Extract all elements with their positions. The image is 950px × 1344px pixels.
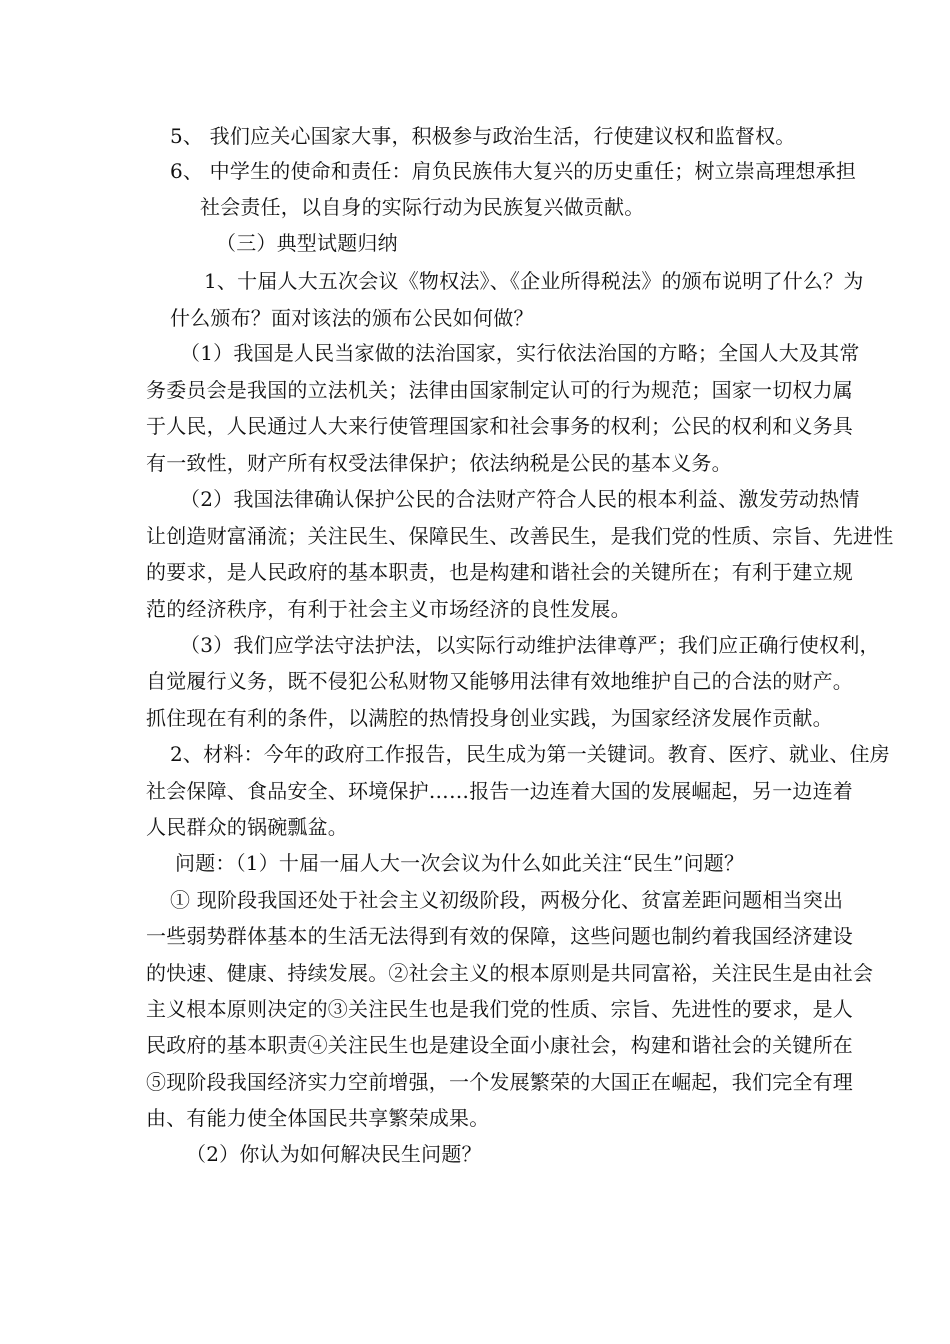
text-line: 社会保障、食品安全、环境保护……报告一边连着大国的发展崛起，另一边连着	[146, 779, 853, 803]
section-heading: （三）典型试题归纳	[216, 231, 398, 255]
text-line: 的快速、健康、持续发展。②社会主义的根本原则是共同富裕，关注民生是由社会	[146, 961, 874, 985]
text-line: 5、 我们应关心国家大事，积极参与政治生活，行使建议权和监督权。	[170, 124, 796, 148]
text-line: 由、有能力使全体国民共享繁荣成果。	[146, 1106, 490, 1130]
text-line: 务委员会是我国的立法机关；法律由国家制定认可的行为规范；国家一切权力属	[146, 378, 853, 402]
text-line: 范的经济秩序，有利于社会主义市场经济的良性发展。	[146, 597, 631, 621]
text-line: 于人民，人民通过人大来行使管理国家和社会事务的权利；公民的权利和义务具	[146, 414, 853, 438]
text-line: 主义根本原则决定的③关注民生也是我们党的性质、宗旨、先进性的要求，是人	[146, 997, 853, 1021]
text-line: 自觉履行义务，既不侵犯公私财物又能够用法律有效地维护自己的合法的财产。	[146, 669, 853, 693]
text-line: 社会责任，以自身的实际行动为民族复兴做贡献。	[200, 195, 645, 219]
text-line: 有一致性，财产所有权受法律保护；依法纳税是公民的基本义务。	[146, 451, 732, 475]
text-line: （2）我国法律确认保护公民的合法财产符合人民的根本利益、激发劳动热情	[180, 487, 860, 511]
text-line: ⑤现阶段我国经济实力空前增强，一个发展繁荣的大国正在崛起，我们完全有理	[146, 1070, 853, 1094]
text-line: 抓住现在有利的条件，以满腔的热情投身创业实践，为国家经济发展作贡献。	[146, 706, 833, 730]
text-line: 让创造财富涌流；关注民生、保障民生、改善民生，是我们党的性质、宗旨、先进性	[146, 524, 894, 548]
question-line: 2、材料：今年的政府工作报告，民生成为第一关键词。教育、医疗、就业、住房	[170, 742, 890, 766]
question-line: 什么颁布？面对该法的颁布公民如何做？	[170, 306, 534, 330]
text-line: 民政府的基本职责④关注民生也是建设全面小康社会，构建和谐社会的关键所在	[146, 1033, 853, 1057]
question-line: 问题：（1）十届一届人大一次会议为什么如此关注“民生”问题？	[175, 851, 745, 875]
text-line: （3）我们应学法守法护法，以实际行动维护法律尊严；我们应正确行使权利，	[180, 633, 880, 657]
text-line: 一些弱势群体基本的生活无法得到有效的保障，这些问题也制约着我国经济建设	[146, 924, 853, 948]
text-line: ① 现阶段我国还处于社会主义初级阶段，两极分化、贫富差距问题相当突出	[170, 888, 844, 912]
question-line: 1、十届人大五次会议《物权法》、《企业所得税法》的颁布说明了什么？为	[204, 269, 864, 293]
text-line: 人民群众的锅碗瓢盆。	[146, 815, 348, 839]
text-line: 的要求，是人民政府的基本职责，也是构建和谐社会的关键所在；有利于建立规	[146, 560, 853, 584]
question-line: （2）你认为如何解决民生问题？	[186, 1142, 482, 1166]
text-line: （1）我国是人民当家做的法治国家，实行依法治国的方略；全国人大及其常	[180, 341, 860, 365]
text-line: 6、 中学生的使命和责任：肩负民族伟大复兴的历史重任；树立崇高理想承担	[170, 159, 857, 183]
